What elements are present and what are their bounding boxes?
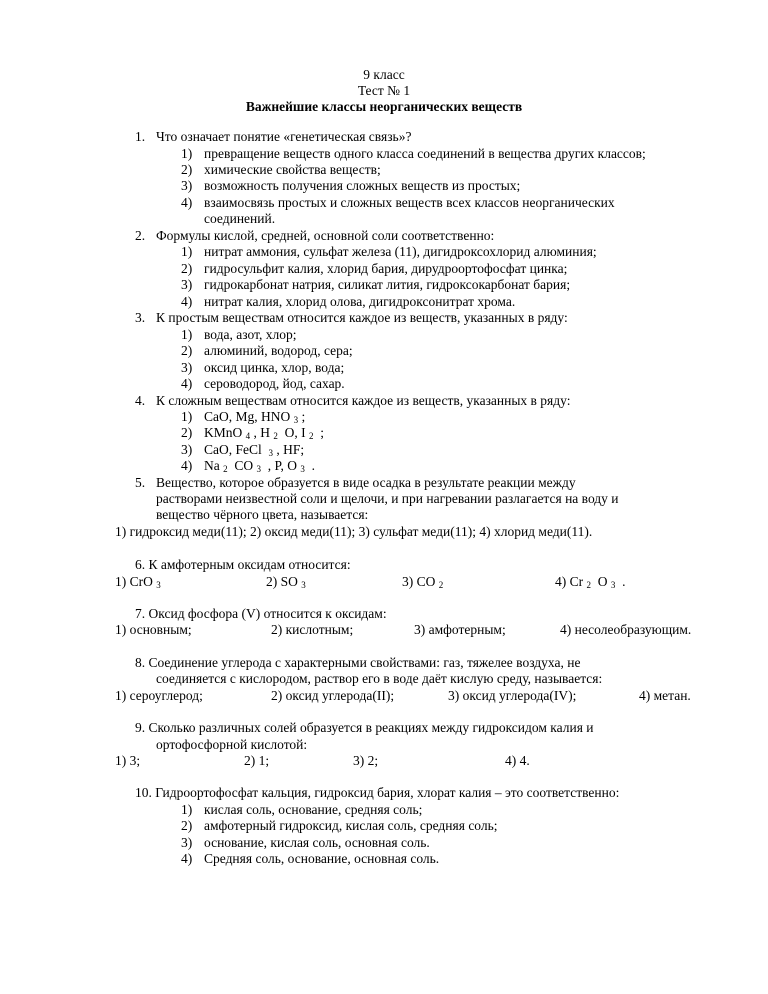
option-number: 3) xyxy=(181,277,193,292)
question-text: Формулы кислой, средней, основной соли соответственно: xyxy=(156,228,495,243)
option-number: 1) xyxy=(181,802,193,817)
answer-option: 4) 4. xyxy=(505,753,530,768)
question-text: 7. Оксид фосфора (V) относится к оксидам: xyxy=(135,606,387,621)
answer-option: 4) Cr $_2$ O $_3$ . xyxy=(555,574,626,590)
answer-option: 1) основным; xyxy=(115,622,192,637)
option-text: вода, азот, хлор; xyxy=(204,327,297,342)
option-text: сероводород, йод, сахар. xyxy=(204,376,345,391)
option-text-continued: соединений. xyxy=(204,211,276,226)
option-number: 2) xyxy=(181,261,193,276)
answer-option: 1) 3; xyxy=(115,753,141,768)
option-number: 3) xyxy=(181,442,193,457)
option-text: превращение веществ одного класса соединений в вещества других классов; xyxy=(204,146,646,161)
question-text: 9. Сколько различных солей образуется в реакциях между гидроксидом калия и xyxy=(135,720,594,735)
option-number: 1) xyxy=(181,244,193,259)
answer-option: 2) оксид углерода(II); xyxy=(271,688,395,703)
option-number: 1) xyxy=(181,327,193,342)
formula-option: KMnO $_4$ , H $_2$ O, I $_2$ ; xyxy=(204,425,325,441)
option-number: 4) xyxy=(181,458,193,473)
option-text: химические свойства веществ; xyxy=(204,162,381,177)
question-number: 5. xyxy=(135,475,146,490)
option-number: 4) xyxy=(181,851,193,866)
formula-option: CaO, FeCl $_3$ , HF; xyxy=(204,442,305,458)
option-number: 1) xyxy=(181,146,193,161)
question-text: К простым веществам относится каждое из веществ, указанных в ряду: xyxy=(156,310,568,325)
question-number: 1. xyxy=(135,129,146,144)
option-number: 2) xyxy=(181,425,193,440)
answer-option: 1) сероуглерод; xyxy=(115,688,203,703)
answer-option: 3) амфотерным; xyxy=(414,622,506,637)
answer-option: 4) метан. xyxy=(639,688,691,703)
option-text: гидросульфит калия, хлорид бария, дирудроортофосфат цинка; xyxy=(204,261,568,276)
option-text: нитрат аммония, сульфат железа (11), дигидроксохлорид алюминия; xyxy=(204,244,597,259)
answer-option: 3) оксид углерода(IV); xyxy=(448,688,577,703)
grade-label: 9 класс xyxy=(363,67,405,82)
question-number: 3. xyxy=(135,310,146,325)
question-text: ортофосфорной кислотой: xyxy=(156,737,308,752)
option-text: взаимосвязь простых и сложных веществ всех классов неорганических xyxy=(204,195,615,210)
option-number: 2) xyxy=(181,818,193,833)
option-text: основание, кислая соль, основная соль. xyxy=(204,835,430,850)
option-number: 2) xyxy=(181,162,193,177)
question-text: 8. Соединение углерода с характерными свойствами: газ, тяжелее воздуха, не xyxy=(135,655,581,670)
option-number: 1) xyxy=(181,409,193,424)
formula-option: Na $_2$ CO $_3$ , P, O $_3$ . xyxy=(204,458,316,474)
answer-option: 3) 2; xyxy=(353,753,379,768)
answer-option: 2) кислотным; xyxy=(271,622,354,637)
answer-option: 2) 1; xyxy=(244,753,270,768)
answer-option: 1) CrO $_3$ xyxy=(115,574,161,590)
option-text: нитрат калия, хлорид олова, дигидроксонитрат хрома. xyxy=(204,294,516,309)
question-text: вещество чёрного цвета, называется: xyxy=(156,507,369,522)
option-number: 4) xyxy=(181,195,193,210)
option-number: 3) xyxy=(181,835,193,850)
option-text: гидрокарбонат натрия, силикат лития, гидроксокарбонат бария; xyxy=(204,277,571,292)
question-text: 6. К амфотерным оксидам относится: xyxy=(135,557,351,572)
question-text: Вещество, которое образуется в виде осадка в результате реакции между xyxy=(156,475,576,490)
answer-option: 3) CO $_2$ xyxy=(402,574,444,590)
question-text: Что означает понятие «генетическая связь»? xyxy=(156,129,412,144)
question-number: 4. xyxy=(135,393,146,408)
question-number: 2. xyxy=(135,228,146,243)
question-text: К сложным веществам относится каждое из веществ, указанных в ряду: xyxy=(156,393,571,408)
answer-option: 2) SO $_3$ xyxy=(266,574,306,590)
option-text: амфотерный гидроксид, кислая соль, средняя соль; xyxy=(204,818,498,833)
option-text: Средняя соль, основание, основная соль. xyxy=(204,851,440,866)
question-text: растворами неизвестной соли и щелочи, и при нагревании разлагается на воду и xyxy=(156,491,619,506)
option-text: алюминий, водород, сера; xyxy=(204,343,353,358)
question-text: 10. Гидроортофосфат кальция, гидроксид бария, хлорат калия – это соответственно: xyxy=(135,785,620,800)
option-number: 3) xyxy=(181,360,193,375)
page-title: Важнейшие классы неорганических веществ xyxy=(245,99,523,114)
option-number: 3) xyxy=(181,178,193,193)
option-number: 2) xyxy=(181,343,193,358)
option-text: возможность получения сложных веществ из простых; xyxy=(204,178,521,193)
option-number: 4) xyxy=(181,294,193,309)
option-text: кислая соль, основание, средняя соль; xyxy=(204,802,423,817)
option-number: 4) xyxy=(181,376,193,391)
answer-options: 1) гидроксид меди(11); 2) оксид меди(11); 3) сульфат меди(11); 4) хлорид меди(11). xyxy=(115,524,593,539)
answer-option: 4) несолеобразующим. xyxy=(560,622,692,637)
formula-option: CaO, Mg, HNO $_3$ ; xyxy=(204,409,306,425)
option-text: оксид цинка, хлор, вода; xyxy=(204,360,345,375)
test-number: Тест № 1 xyxy=(357,83,411,98)
question-text: соединяется с кислородом, раствор его в воде даёт кислую среду, называется: xyxy=(156,671,603,686)
